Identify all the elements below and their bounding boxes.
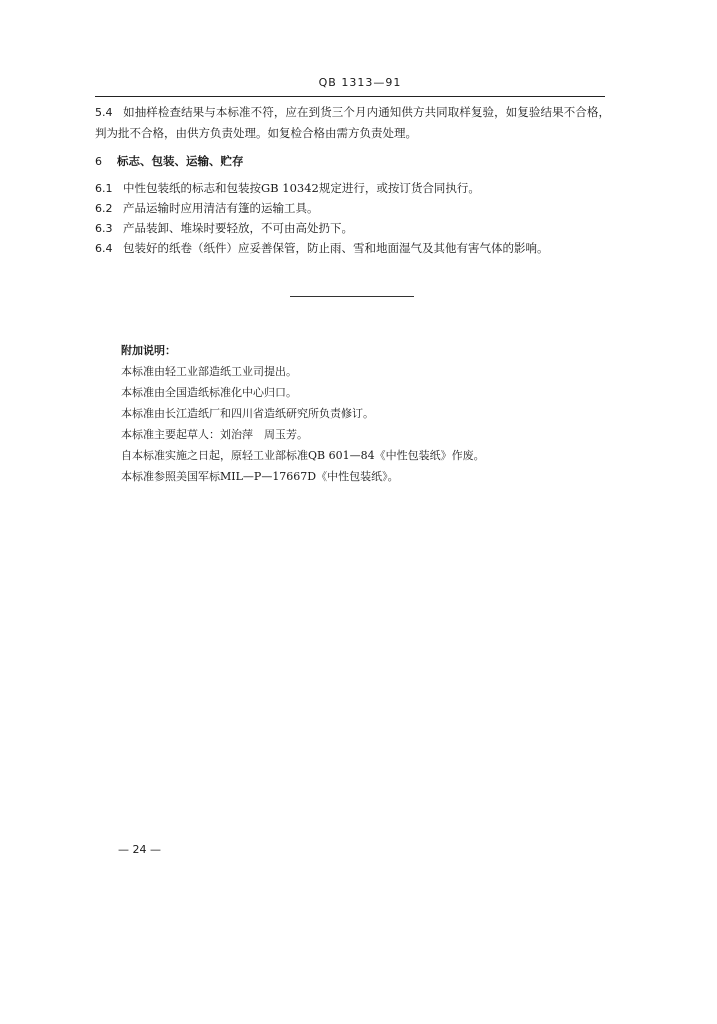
header-rule — [95, 96, 605, 97]
clause-6-3 — [95, 218, 610, 239]
notes-line: 本标准由轻工业部造纸工业司提出。 — [121, 365, 297, 378]
notes-line: 自本标准实施之日起，原轻工业部标准QB 601—84《中性包装纸》作废。 — [121, 449, 485, 462]
clause-6-2 — [95, 198, 610, 219]
section-6-heading — [95, 153, 244, 169]
notes-title: 附加说明： — [121, 344, 176, 357]
notes-line: 本标准由长江造纸厂和四川省造纸研究所负责修订。 — [121, 407, 374, 420]
clause-text: 产品运输时应用清洁有篷的运输工具。 — [123, 201, 319, 215]
clause-text: 中性包装纸的标志和包装按GB 10342规定进行，或按订货合同执行。 — [123, 181, 480, 195]
clause-5-4 — [95, 102, 610, 144]
clause-number: 6.3 — [95, 222, 113, 235]
clause-number: 5.4 — [95, 106, 113, 119]
clause-6-1 — [95, 178, 610, 199]
page-number: — 24 — — [118, 843, 161, 856]
clause-text: 包装好的纸卷（纸件）应妥善保管，防止雨、雪和地面湿气及其他有害气体的影响。 — [123, 241, 549, 255]
notes-line: 本标准主要起草人：刘治萍 周玉芳。 — [121, 428, 308, 441]
clause-number: 6.2 — [95, 202, 113, 215]
clause-text: 产品装卸、堆垛时要轻放，不可由高处扔下。 — [123, 221, 353, 235]
standard-code-header: QB 1313—91 — [318, 76, 402, 89]
end-of-text-rule — [290, 296, 414, 297]
clause-number: 6.1 — [95, 182, 113, 195]
section-title: 标志、包装、运输、贮存 — [117, 154, 244, 168]
clause-number: 6.4 — [95, 242, 113, 255]
additional-notes — [121, 340, 601, 487]
clause-6-4 — [95, 238, 610, 259]
notes-line: 本标准由全国造纸标准化中心归口。 — [121, 386, 297, 399]
notes-line: 本标准参照美国军标MIL—P—17667D《中性包装纸》。 — [121, 470, 399, 483]
clause-text: 如抽样检查结果与本标准不符，应在到货三个月内通知供方共同取样复验，如复验结果不合格，判为批不合格，由供方负责处理。如复检合格由需方负责处理。 — [95, 105, 610, 140]
section-number: 6 — [95, 155, 102, 168]
